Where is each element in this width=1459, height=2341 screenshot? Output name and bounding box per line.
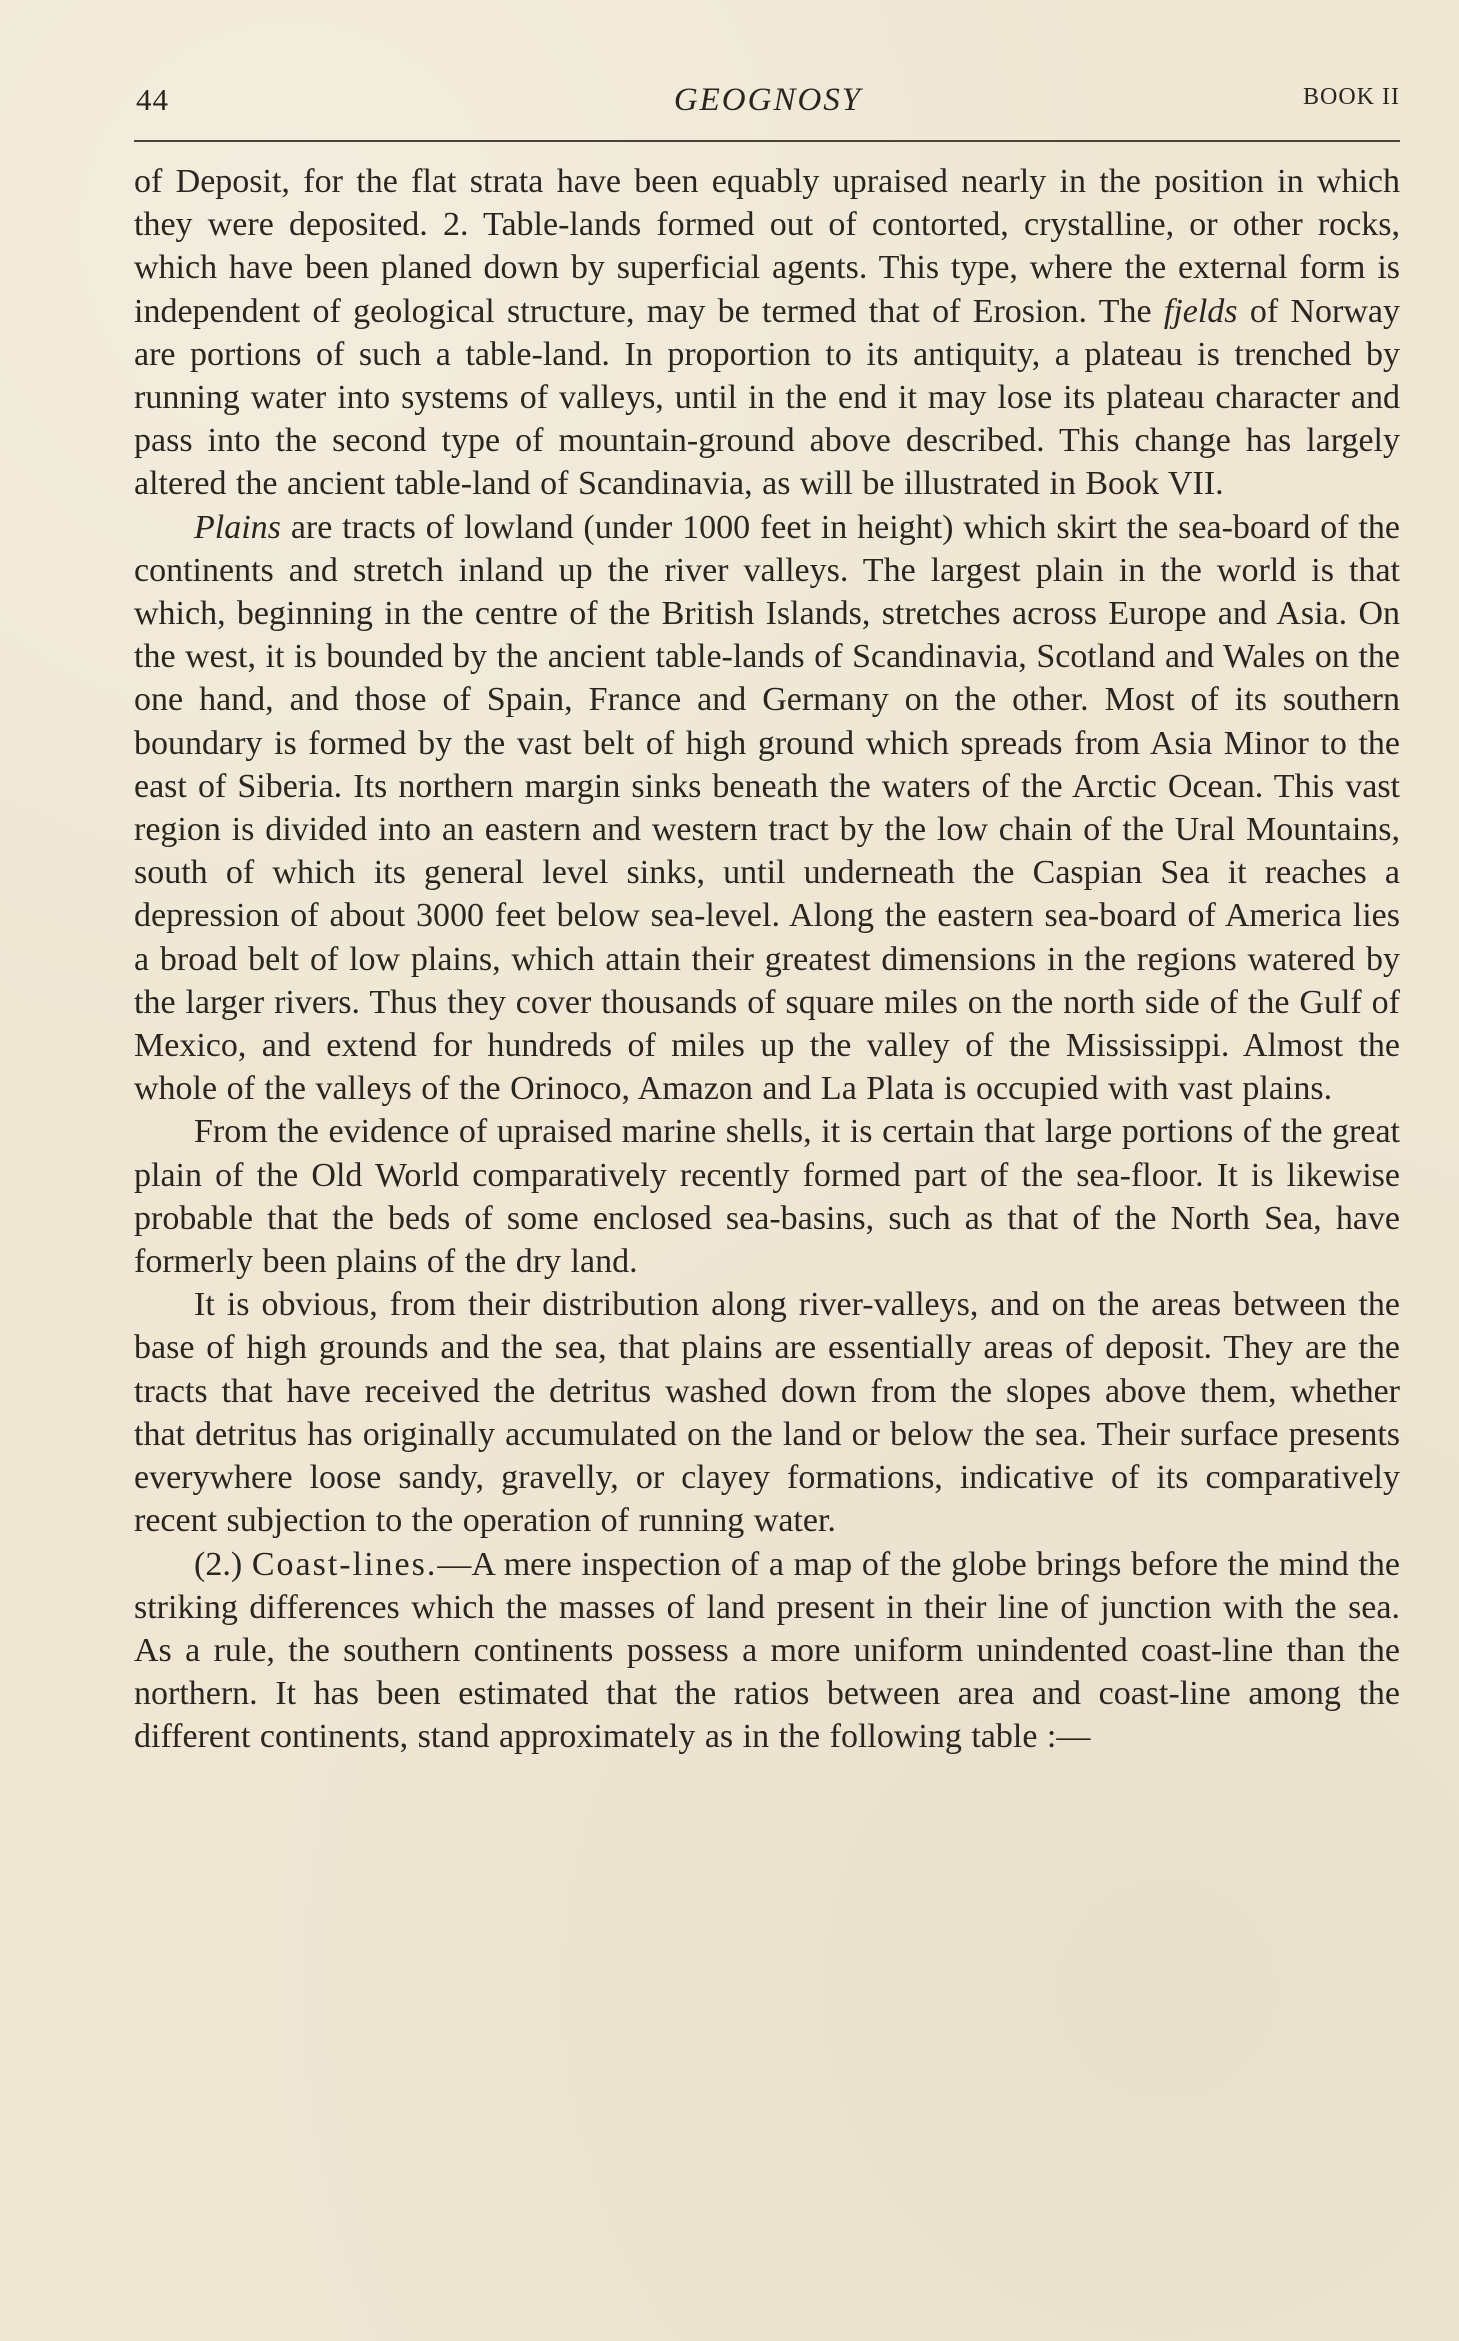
text: of Norway are portions of such a table-land. In proportion to its antiquity, a plateau is trenched by running water into systems of valleys, until in the end it may lose its plateau character and pass into the second type of mountain-ground above described. This change has largely altered the ancient table-land of Scandinavia, as will be illustrated in Book VII. <box>134 292 1401 503</box>
term-fjelds: fjelds <box>1163 292 1238 330</box>
paragraph-plains-deposit <box>134 1283 1400 1542</box>
text: It is obvious, from their distribution along river-valleys, and on the areas between the base of high grounds and the sea, that plains are essentially areas of deposit. They are the tracts that have received the detritus washed down from the slopes above them, whether that detritus has originally accumulated on the land or below the sea. Their surface presents everywhere loose sandy, gravelly, or clayey formations, indicative of its comparatively recent subjection to the operation of running water. <box>134 1286 1400 1540</box>
text: —A mere inspection of a map of the globe brings before the mind the striking differences which the masses of land present in their line of junction with the sea. As a rule, the southern continents possess a more uniform unindented coast-line than the northern. It has been estimated that the ratios between area and coast-line among the different continents, stand approximately as in the following table :— <box>134 1545 1400 1756</box>
text: From the evidence of upraised marine shells, it is certain that large portions of the great plain of the Old World comparatively recently formed part of the sea-floor. It is likewise probable that the beds of some enclosed sea-basins, such as that of the North Sea, have formerly been plains of the dry land. <box>134 1113 1400 1281</box>
header-rule <box>134 140 1400 142</box>
paragraph-marine-shells <box>134 1110 1400 1283</box>
term-plains: Plains <box>194 508 281 546</box>
book-label: BOOK II <box>1303 84 1400 110</box>
running-title: GEOGNOSY <box>673 82 863 118</box>
text: are tracts of lowland (under 1000 feet in height) which skirt the sea-board of the continents and stretch inland up the river valleys. The largest plain in the world is that which, beginning in the centre of the British Islands, stretches across Europe and Asia. On the west, it is bounded by the ancient table-lands of Scandinavia, Scotland and Wales on the one hand, and those of Spain, France and Germany on the other. Most of its southern boundary is formed by the vast belt of high ground which spreads from Asia Minor to the east of Siberia. Its northern margin sinks beneath the waters of the Arctic Ocean. This vast region is divided into an eastern and western tract by the low chain of the Ural Mountains, south of which its general level sinks, until underneath the Caspian Sea it reaches a depression of about 3000 feet below sea-level. Along the eastern sea-board of America lies a broad belt of low plains, which attain their greatest dimensions in the regions watered by the larger rivers. Thus they cover thousands of square miles on the north side of the Gulf of Mexico, and extend for hundreds of miles up the valley of the Mississippi. Almost the whole of the valleys of the Orinoco, Amazon and La Plata is occupied with vast plains. <box>134 508 1400 1108</box>
page-header <box>136 82 1400 130</box>
paragraph-plains <box>134 506 1400 1111</box>
section-heading: Coast-lines. <box>251 1545 438 1583</box>
paragraph-tablelands-continued <box>134 160 1400 506</box>
page-body <box>134 160 1400 1759</box>
section-number: (2.) <box>194 1545 243 1583</box>
text: of Deposit, for the flat strata have been equably upraised nearly in the position in which they were deposited. 2. Table-lands formed out of contorted, crystalline, or other rocks, which have been planed down by superficial agents. This type, where the external form is independent of geological structure, may be termed that of Erosion. The <box>134 163 1400 330</box>
page-number: 44 <box>136 82 169 117</box>
paragraph-coast-lines <box>134 1543 1400 1759</box>
